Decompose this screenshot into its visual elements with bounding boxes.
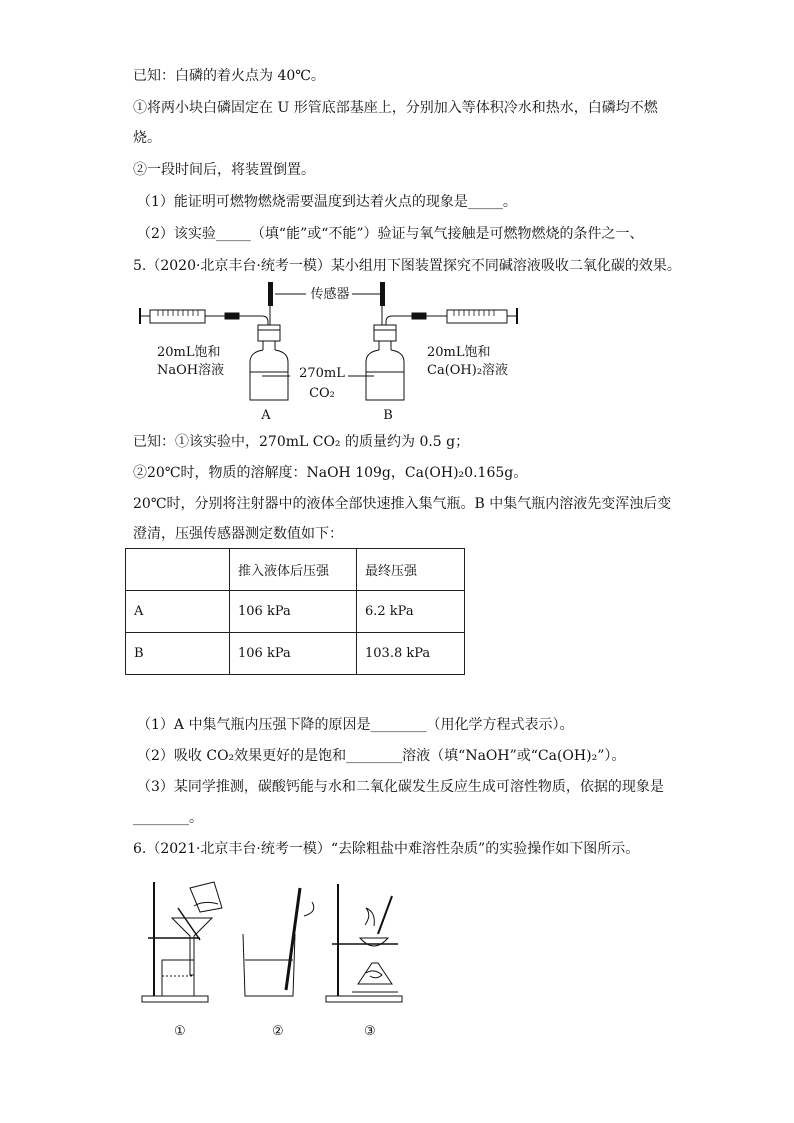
figure-label-1: ① (174, 1024, 186, 1039)
known-1: 已知：①该实验中，270mL CO₂ 的质量约为 0.5 g； (133, 434, 470, 450)
table-header-cell (126, 549, 230, 591)
table-header-cell: 推入液体后压强 (230, 549, 357, 591)
known-2: ②20℃时，物质的溶解度：NaOH 109g，Ca(OH)₂0.165g。 (133, 465, 528, 481)
figure-label-2: ② (272, 1024, 284, 1039)
question-4-2: （2）该实验_____（填“能”或“不能”）验证与氧气接触是可燃物燃烧的条件之一、 (137, 226, 644, 242)
question-4-1: （1）能证明可燃物燃烧需要温度到达着火点的现象是_____。 (137, 194, 517, 210)
text-line-known: 已知：白磷的着火点为 40℃。 (133, 68, 325, 84)
text-line-step2: ②一段时间后，将装置倒置。 (133, 162, 315, 178)
pressure-data-table (125, 548, 465, 675)
bottle-a-label: A (261, 408, 271, 423)
question-6-title: 6.（2021·北京丰台·统考一模）“去除粗盐中难溶性杂质”的实验操作如下图所示。 (133, 841, 640, 857)
table-cell: 103.8 kPa (357, 633, 465, 675)
text-line-step1-cont: 烧。 (133, 130, 161, 146)
right-syringe-label-1: 20mL饱和 (427, 345, 491, 360)
question-5-1: （1）A 中集气瓶内压强下降的原因是________（用化学方程式表示）。 (137, 717, 574, 733)
question-5-title: 5.（2020·北京丰台·统考一模）某小组用下图装置探究不同碱溶液吸收二氧化碳的效果。 (133, 258, 681, 274)
table-cell: B (126, 633, 230, 675)
table-row (126, 591, 465, 633)
left-syringe-label-2: NaOH溶液 (157, 363, 225, 378)
question-5-3-blank: ________。 (133, 810, 203, 826)
table-row (126, 633, 465, 675)
experiment-description: 20℃时，分别将注射器中的液体全部快速推入集气瓶。B 中集气瓶内溶液先变浑浊后变 (133, 496, 672, 512)
gas-formula-label: CO₂ (309, 386, 335, 401)
table-header-cell: 最终压强 (357, 549, 465, 591)
sensor-label: 传感器 (310, 287, 350, 302)
table-cell: 6.2 kPa (357, 591, 465, 633)
gas-volume-label: 270mL (299, 366, 345, 381)
left-syringe-label-1: 20mL饱和 (157, 345, 221, 360)
bottle-b-label: B (383, 408, 393, 423)
table-cell: 106 kPa (230, 633, 357, 675)
question-5-3: （3）某同学推测，碳酸钙能与水和二氧化碳发生反应生成可溶性物质，依据的现象是 (137, 779, 664, 795)
experiment-description-cont: 澄清，压强传感器测定数值如下： (133, 526, 343, 542)
text-line-step1: ①将两小块白磷固定在 U 形管底部基座上，分别加入等体积冷水和热水，白磷均不燃 (133, 100, 658, 116)
right-syringe-label-2: Ca(OH)₂溶液 (427, 363, 509, 378)
table-cell: 106 kPa (230, 591, 357, 633)
figure-label-3: ③ (364, 1024, 376, 1039)
table-header-row (126, 549, 465, 591)
table-cell: A (126, 591, 230, 633)
question-5-2: （2）吸收 CO₂效果更好的是饱和________溶液（填“NaOH”或“Ca(OH)₂”）。 (137, 748, 626, 764)
